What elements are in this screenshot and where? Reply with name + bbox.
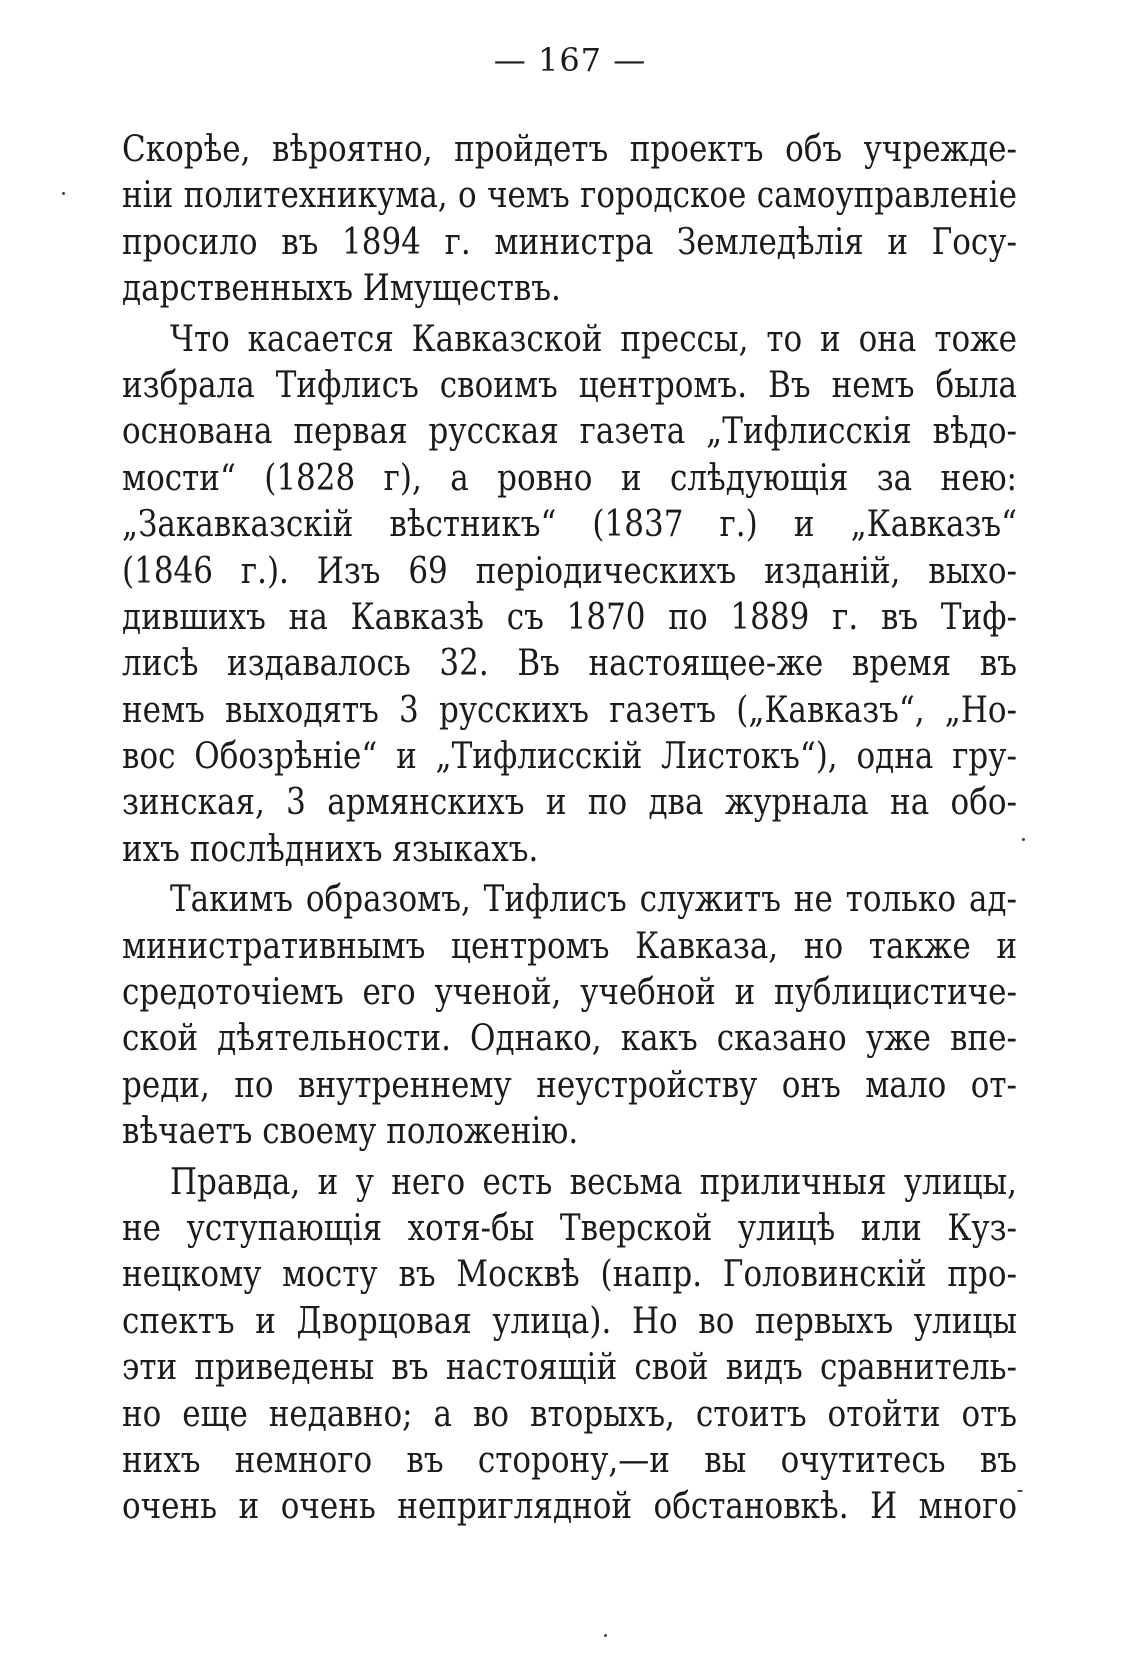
text-line: Что касается Кавказской прессы, то и она тоже [170,317,1017,360]
page-number: — 167 — [493,41,647,79]
text-line: средоточіемъ его ученой, учебной и публицистиче- [122,970,1017,1014]
text-line: зинская, 3 армянскихъ и по два журнала на обо- [122,781,1017,824]
text-line: но еще недавно; а во вторыхъ, стоитъ отойти отъ [122,1392,1017,1435]
text-line: „Закавказскій вѣстникъ“ (1837 г.) и „Кавказъ“ [122,502,1017,546]
text-line: министративнымъ центромъ Кавказа, но также и [122,924,1017,967]
paragraph-4 [122,1159,1017,1530]
text-line: лисѣ издавалось 32. Въ настоящее-же время въ [122,642,1017,685]
text-line: Скорѣе, вѣроятно, пройдетъ проектъ объ учрежде- [122,127,1017,171]
text-line: очень и очень неприглядной обстановкѣ. И много [122,1485,1017,1528]
text-line: вѣчаетъ своему положенію. [122,1109,579,1153]
body-text [122,126,1017,1534]
text-line: дившихъ на Кавказѣ съ 1870 по 1889 г. въ Тиф- [122,595,1017,639]
text-line: ніи политехникума, о чемъ городское самоуправленіе [122,174,1017,217]
text-line: мости“ (1828 г), а ровно и слѣдующія за нею: [122,456,1017,499]
paragraph-1 [122,126,1017,312]
text-line: ской дѣятельности. Однако, какъ сказано уже впе- [122,1017,1017,1060]
text-line: Правда, и у него есть весьма приличныя улицы, [170,1160,1017,1203]
scan-speck [62,192,65,195]
text-line: немъ выходятъ 3 русскихъ газетъ („Кавказъ“, „Но- [122,688,1017,731]
text-line: реди, по внутреннему неустройству онъ мало от- [122,1063,1017,1107]
text-line: просило въ 1894 г. министра Земледѣлія и Госу- [122,220,1017,263]
paragraph-3 [122,876,1017,1154]
text-line: ихъ послѣднихъ языкахъ. [122,827,539,871]
text-line: вос Обозрѣніе“ и „Тифлисскій Листокъ“), одна гру- [122,734,1017,778]
text-line: спектъ и Дворцовая улица). Но во первыхъ улицы [122,1299,1017,1342]
text-line: нихъ немного въ сторону,—и вы очутитесь въ [122,1438,1017,1482]
text-line: эти приведены въ настоящій свой видъ сравнитель- [122,1345,1017,1389]
paragraph-2 [122,316,1017,873]
text-line: основана первая русская газета „Тифлисскія вѣдо- [122,410,1017,453]
text-line: избрала Тифлисъ своимъ центромъ. Въ немъ была [122,363,1017,407]
scan-speck [604,1634,607,1637]
text-line: дарственныхъ Имуществъ. [122,266,561,310]
scan-speck [1022,838,1025,841]
text-line: Такимъ образомъ, Тифлисъ служитъ не только ад- [170,877,1017,921]
text-line: не уступающія хотя-бы Тверской улицѣ или Куз- [122,1206,1017,1250]
text-line: (1846 г.). Изъ 69 періодическихъ изданій, выхо- [122,549,1017,592]
text-line: нецкому мосту въ Москвѣ (напр. Головинскій про- [122,1253,1017,1296]
scan-speck [1017,1490,1023,1492]
